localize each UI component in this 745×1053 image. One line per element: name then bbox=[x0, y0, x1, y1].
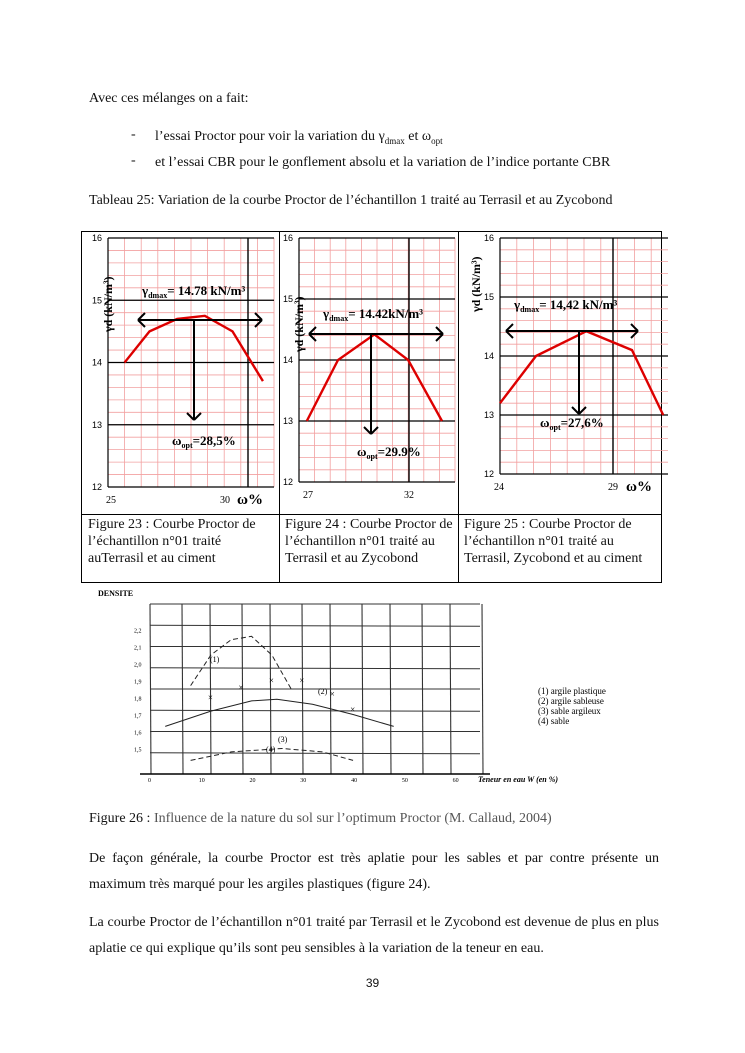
legend-entry: (4) sable bbox=[538, 716, 570, 726]
y-tick-label: 1,7 bbox=[134, 713, 142, 720]
proctor-curve bbox=[500, 331, 663, 415]
caption-figure-25: Figure 25 : Courbe Proctor de l’échantillon n°01 traité au Terrasil, Zycobond et au ciment bbox=[464, 517, 643, 566]
y-tick-label: 2,2 bbox=[134, 628, 142, 635]
intro-text: Avec ces mélanges on a fait: bbox=[89, 91, 249, 106]
curve-label: (3) bbox=[278, 735, 288, 744]
data-point-marker: × bbox=[329, 689, 335, 700]
table-divider bbox=[82, 514, 661, 515]
y-tick-label: 15 bbox=[92, 295, 103, 306]
x-axis-label: Teneur en eau W (en %) bbox=[478, 775, 559, 784]
gamma-dmax-label: $\gamma_{dmax}= 14.42kN/m^3$ bbox=[323, 306, 424, 323]
y-tick-label: 14 bbox=[92, 357, 103, 368]
x-tick-label: 50 bbox=[401, 778, 408, 784]
legend-entry: (3) sable argileux bbox=[538, 706, 601, 716]
gamma-symbol: γ bbox=[378, 129, 385, 144]
y-tick-label: 13 bbox=[92, 419, 103, 430]
legend-entry: (1) argile plastique bbox=[538, 686, 606, 696]
x-tick-label: 60 bbox=[452, 778, 459, 784]
omega-opt-label: $\omega_{opt}=28,5\%$ bbox=[172, 433, 236, 450]
proctor-curve bbox=[307, 334, 442, 421]
x-tick-label: 30 bbox=[300, 778, 307, 784]
y-tick-label: 16 bbox=[283, 233, 294, 243]
page-number: 39 bbox=[365, 976, 380, 990]
data-point-marker: × bbox=[299, 675, 305, 686]
y-tick-label: 2,0 bbox=[134, 662, 142, 669]
y-axis-label: γd (kN/m³) bbox=[292, 296, 306, 352]
omega-subscript: opt bbox=[431, 135, 443, 146]
x-tick-label: 10 bbox=[198, 778, 205, 784]
soil-density-chart bbox=[90, 586, 630, 792]
y-tick-label: 1,6 bbox=[134, 730, 142, 737]
x-axis-label: ω% bbox=[626, 479, 652, 495]
y-tick-label: 15 bbox=[283, 294, 294, 304]
curve-label: (1) bbox=[210, 655, 220, 664]
gamma-subscript: dmax bbox=[384, 135, 405, 146]
paragraph-2: La courbe Proctor de l’échantillon n°01 traité par Terrasil et le Zycobond est devenue de plus en plus aplatie ce qui explique qu’ils sont peu sensibles à la variation de la teneur en eau. bbox=[89, 915, 659, 956]
y-tick-label: 1,9 bbox=[134, 679, 142, 686]
data-point-marker: × bbox=[238, 682, 244, 693]
y-tick-label: 16 bbox=[92, 233, 103, 243]
legend-entry: (2) argile sableuse bbox=[538, 696, 604, 706]
y-axis-label: γd (kN/m³) bbox=[101, 276, 115, 332]
y-tick-label: 12 bbox=[283, 477, 294, 487]
data-point-marker: × bbox=[207, 692, 214, 703]
proctor-chart-23 bbox=[82, 232, 278, 513]
x-tick-label: 0 bbox=[148, 778, 151, 784]
bullet-2: et l’essai CBR pour le gonflement absolu et la variation de l’indice portante CBR bbox=[155, 155, 611, 170]
x-tick-label: 27 bbox=[303, 490, 313, 501]
omega-symbol: ω bbox=[421, 129, 432, 144]
figure-26-caption bbox=[89, 809, 552, 829]
bullet-1 bbox=[155, 127, 443, 151]
y-tick-label: 13 bbox=[283, 416, 294, 426]
curve-label: (2) bbox=[318, 687, 328, 696]
y-tick-label: 1,8 bbox=[134, 696, 142, 703]
x-tick-label: 30 bbox=[220, 495, 230, 506]
x-tick-label: 40 bbox=[351, 778, 358, 784]
x-tick-label: 25 bbox=[106, 495, 116, 506]
y-tick-label: 13 bbox=[484, 410, 495, 420]
y-tick-label: 12 bbox=[92, 482, 103, 492]
y-axis-label: DENSITE bbox=[98, 589, 134, 598]
omega-opt-label: $\omega_{opt}=27,6\%$ bbox=[540, 415, 604, 432]
figure-26-label: Figure 26 : bbox=[89, 811, 154, 826]
x-tick-label: 29 bbox=[608, 482, 618, 493]
x-tick-label: 32 bbox=[404, 490, 414, 501]
curve-label: (4) bbox=[266, 745, 276, 754]
bullet-dash: - bbox=[131, 153, 136, 168]
y-tick-label: 1,5 bbox=[134, 747, 142, 754]
caption-figure-23: Figure 23 : Courbe Proctor de l’échantillon n°01 traité auTerrasil et au ciment bbox=[88, 517, 256, 566]
data-point-marker: × bbox=[350, 704, 356, 715]
y-tick-label: 16 bbox=[484, 233, 495, 243]
table-title: Tableau 25: Variation de la courbe Proctor de l’échantillon 1 traité au Terrasil et au Zycobond bbox=[89, 193, 613, 208]
y-tick-label: 12 bbox=[484, 469, 495, 479]
x-tick-label: 20 bbox=[249, 778, 256, 784]
y-tick-label: 2,1 bbox=[134, 645, 142, 652]
y-tick-label: 14 bbox=[283, 355, 294, 365]
bullet-dash: - bbox=[131, 127, 136, 142]
x-tick-label: 24 bbox=[494, 482, 504, 493]
y-tick-label: 15 bbox=[484, 292, 495, 302]
y-axis-label: γd (kN/m³) bbox=[469, 256, 483, 312]
x-axis-label: ω% bbox=[237, 492, 263, 508]
gamma-dmax-label: $\gamma_{dmax}= 14.78$ kN/m³ bbox=[142, 283, 246, 300]
caption-figure-24: Figure 24 : Courbe Proctor de l’échantillon n°01 traité au Terrasil et au Zycobond bbox=[285, 517, 453, 566]
y-tick-label: 14 bbox=[484, 351, 495, 361]
gamma-dmax-label: $\gamma_{dmax}= 14,42$ kN/m³ bbox=[514, 297, 618, 314]
data-point-marker: × bbox=[268, 675, 274, 686]
bullet-1-conj: et bbox=[404, 129, 422, 144]
paragraph-1: De façon générale, la courbe Proctor est très aplatie pour les sables et par contre présente un maximum très marqué pour les argiles plastiques (figure 24). bbox=[89, 851, 659, 892]
proctor-chart-24 bbox=[279, 232, 457, 513]
figure-26-text: Influence de la nature du sol sur l’optimum Proctor (M. Callaud, 2004) bbox=[153, 811, 552, 826]
bullet-1-text: l’essai Proctor pour voir la variation du bbox=[155, 129, 379, 144]
proctor-chart-25 bbox=[458, 232, 668, 513]
omega-opt-label: $\omega_{opt}=29.9\%$ bbox=[357, 444, 421, 461]
